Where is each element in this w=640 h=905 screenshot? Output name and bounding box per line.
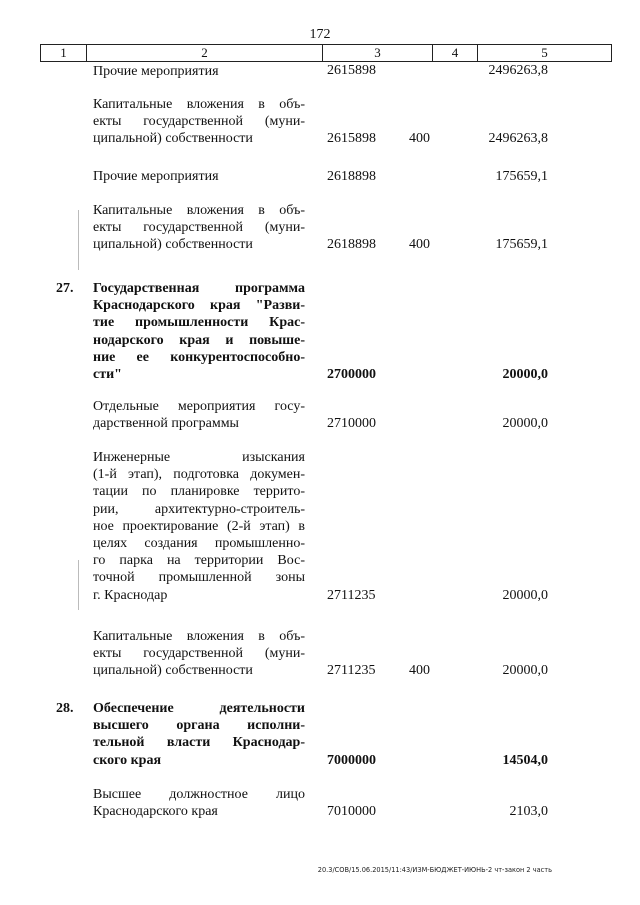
scan-edge-left (78, 210, 79, 270)
row-name-line: сти" (93, 367, 122, 383)
row-code: 2710000 (327, 416, 376, 432)
row-name-line: ципальной) собственности (93, 131, 253, 147)
row-name (93, 628, 305, 680)
row-name-line: тации по планировке террито- (93, 484, 305, 500)
header-col-3: 3 (323, 45, 433, 61)
row-code: 2615898 (327, 63, 376, 78)
row-amount: 175659,1 (495, 169, 548, 184)
row-name-line: нодарского края и повыше- (93, 332, 305, 348)
row-amount: 2496263,8 (488, 131, 548, 147)
row-name-line: Капитальные вложения в объ- (93, 629, 305, 644)
row-name-line: ского края (93, 752, 162, 768)
document-footer: 20.3/СОВ/15.06.2015/11:43/ИЗМ-БЮДЖЕТ-ИЮНЬ-2 чт-закон 2 часть (317, 866, 552, 874)
row-expense-type: 400 (409, 237, 430, 253)
row-amount: 20000,0 (502, 663, 548, 679)
row-name-line: Краснодарского края "Разви- (93, 298, 305, 314)
row-name-line: рии, архитектурно-строитель- (93, 501, 305, 517)
header-col-2: 2 (87, 45, 323, 61)
table-header (40, 44, 612, 62)
row-name (93, 280, 305, 383)
row-name-line: Краснодарского края (93, 804, 218, 820)
row-name-line: Прочие мероприятия (93, 64, 219, 79)
row-name (93, 63, 305, 80)
header-col-1: 1 (41, 45, 87, 61)
row-name-line: высшего органа исполни- (93, 718, 305, 734)
row-amount: 2496263,8 (488, 63, 548, 78)
row-name-line: Обеспечение деятельности (93, 701, 305, 716)
row-code: 2615898 (327, 131, 376, 147)
page-number: 172 (309, 27, 331, 42)
row-name-line: Прочие мероприятия (93, 169, 219, 184)
row-name (93, 398, 305, 432)
row-name-line: Государственная программа (93, 281, 305, 296)
row-code: 2711235 (327, 663, 376, 679)
row-code: 7010000 (327, 804, 376, 820)
row-name-line: ние ее конкурентоспособно- (93, 349, 305, 365)
row-name (93, 202, 305, 254)
row-name-line: ципальной) собственности (93, 237, 253, 253)
row-number: 27. (56, 281, 74, 296)
row-name (93, 786, 305, 820)
header-col-4: 4 (433, 45, 478, 61)
row-expense-type: 400 (409, 663, 430, 679)
row-name-line: Капитальные вложения в объ- (93, 203, 305, 218)
row-name (93, 96, 305, 148)
row-name-line: екты государственной (муни- (93, 646, 305, 662)
row-amount: 14504,0 (502, 752, 548, 768)
row-name-line: екты государственной (муни- (93, 220, 305, 236)
row-name-line: тие промышленности Крас- (93, 315, 305, 331)
row-code: 2711235 (327, 587, 376, 603)
row-amount: 20000,0 (502, 416, 548, 432)
row-amount: 2103,0 (509, 804, 548, 820)
row-name-line: дарственной программы (93, 416, 239, 432)
row-name-line: Высшее должностное лицо (93, 787, 305, 802)
row-code: 7000000 (327, 752, 376, 768)
row-name (93, 700, 305, 769)
row-name-line: целях создания промышленно- (93, 536, 305, 552)
row-name-line: екты государственной (муни- (93, 114, 305, 130)
row-amount: 175659,1 (495, 237, 548, 253)
row-code: 2700000 (327, 367, 376, 382)
row-code: 2618898 (327, 169, 376, 184)
scan-edge-left-lower (78, 560, 79, 610)
row-name-line: Инженерные изыскания (93, 450, 305, 465)
row-name-line: го парка на территории Вос- (93, 553, 305, 569)
row-name-line: ное проектирование (2-й этап) в (93, 518, 305, 534)
header-col-5: 5 (541, 45, 548, 60)
row-amount: 20000,0 (502, 367, 548, 382)
row-name-line: точной промышленной зоны (93, 570, 305, 586)
row-number: 28. (56, 701, 74, 716)
row-name-line: (1-й этап), подготовка докумен- (93, 467, 305, 483)
row-name-line: тельной власти Краснодар- (93, 735, 305, 751)
row-amount: 20000,0 (502, 587, 548, 603)
row-code: 2618898 (327, 237, 376, 253)
row-name (93, 449, 305, 604)
row-name (93, 168, 305, 185)
row-expense-type: 400 (409, 131, 430, 147)
row-name-line: Капитальные вложения в объ- (93, 97, 305, 112)
row-name-line: г. Краснодар (93, 587, 168, 603)
row-name-line: ципальной) собственности (93, 663, 253, 679)
row-name-line: Отдельные мероприятия госу- (93, 399, 305, 414)
